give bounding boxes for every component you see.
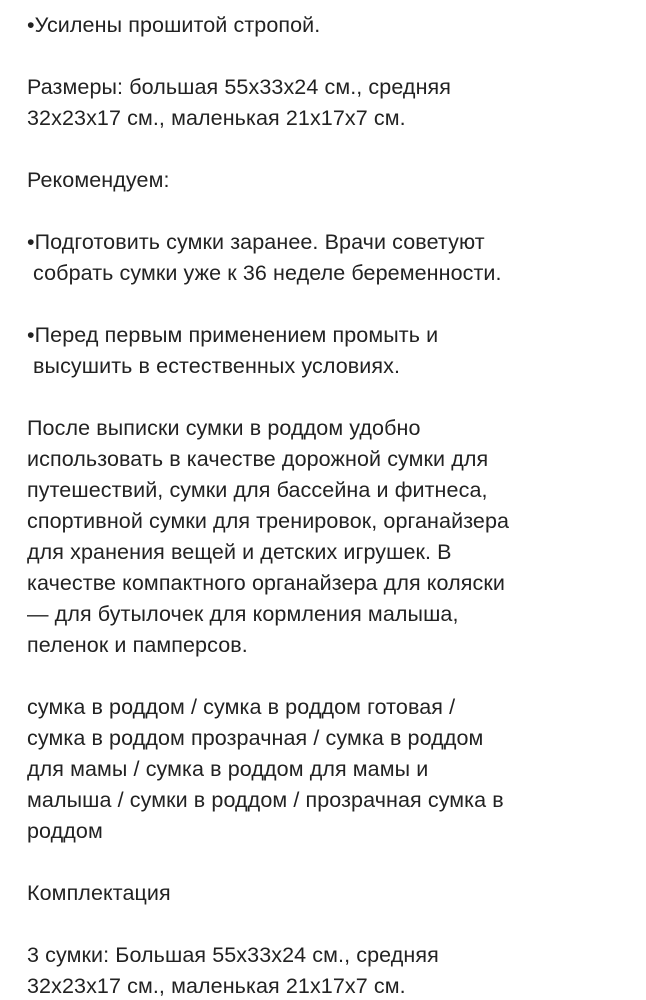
paragraph-wash [27, 320, 632, 382]
text-line: использовать в качестве дорожной сумки для [27, 447, 489, 471]
text-line: собрать сумки уже к 36 неделе беременности. [33, 261, 502, 285]
text-line: Комплектация [27, 881, 171, 905]
paragraph-reinforced [27, 10, 632, 41]
text-line: 32х23х17 см., маленькая 21х17х7 см. [27, 106, 406, 130]
paragraph-prepare [27, 227, 632, 289]
text-line: высушить в естественных условиях. [33, 354, 401, 378]
text-line: сумка в роддом / сумка в роддом готовая / [27, 695, 456, 719]
text-line: для мамы / сумка в роддом для мамы и [27, 757, 429, 781]
text-line: пеленок и памперсов. [27, 633, 248, 657]
text-line: После выписки сумки в роддом удобно [27, 416, 421, 440]
text-line: путешествий, сумки для бассейна и фитнеса, [27, 478, 488, 502]
paragraph-tags [27, 692, 632, 847]
text-line: для хранения вещей и детских игрушек. В [27, 540, 452, 564]
text-line: Размеры: большая 55х33х24 см., средняя [27, 75, 452, 99]
text-line: •Подготовить сумки заранее. Врачи советуют [27, 230, 485, 254]
text-line: сумка в роддом прозрачная / сумка в роддом [27, 726, 484, 750]
text-line: спортивной сумки для тренировок, органайзера [27, 509, 510, 533]
text-line: •Перед первым применением промыть и [27, 323, 439, 347]
paragraph-kit [27, 940, 632, 1000]
paragraph-sizes [27, 72, 632, 134]
paragraph-kit-heading [27, 878, 632, 909]
text-line: Рекомендуем: [27, 168, 170, 192]
paragraph-recommend-heading [27, 165, 632, 196]
text-line: •Усилены прошитой стропой. [27, 13, 321, 37]
text-line: 3 сумки: Большая 55х33х24 см., средняя [27, 943, 439, 967]
text-line: качестве компактного органайзера для коляски [27, 571, 505, 595]
text-line: 32х23х17 см., маленькая 21х17х7 см. [27, 974, 406, 998]
text-line: малыша / сумки в роддом / прозрачная сумка в [27, 788, 504, 812]
paragraph-after-discharge [27, 413, 632, 661]
text-line: — для бутылочек для кормления малыша, [27, 602, 459, 626]
text-line: роддом [27, 819, 103, 843]
